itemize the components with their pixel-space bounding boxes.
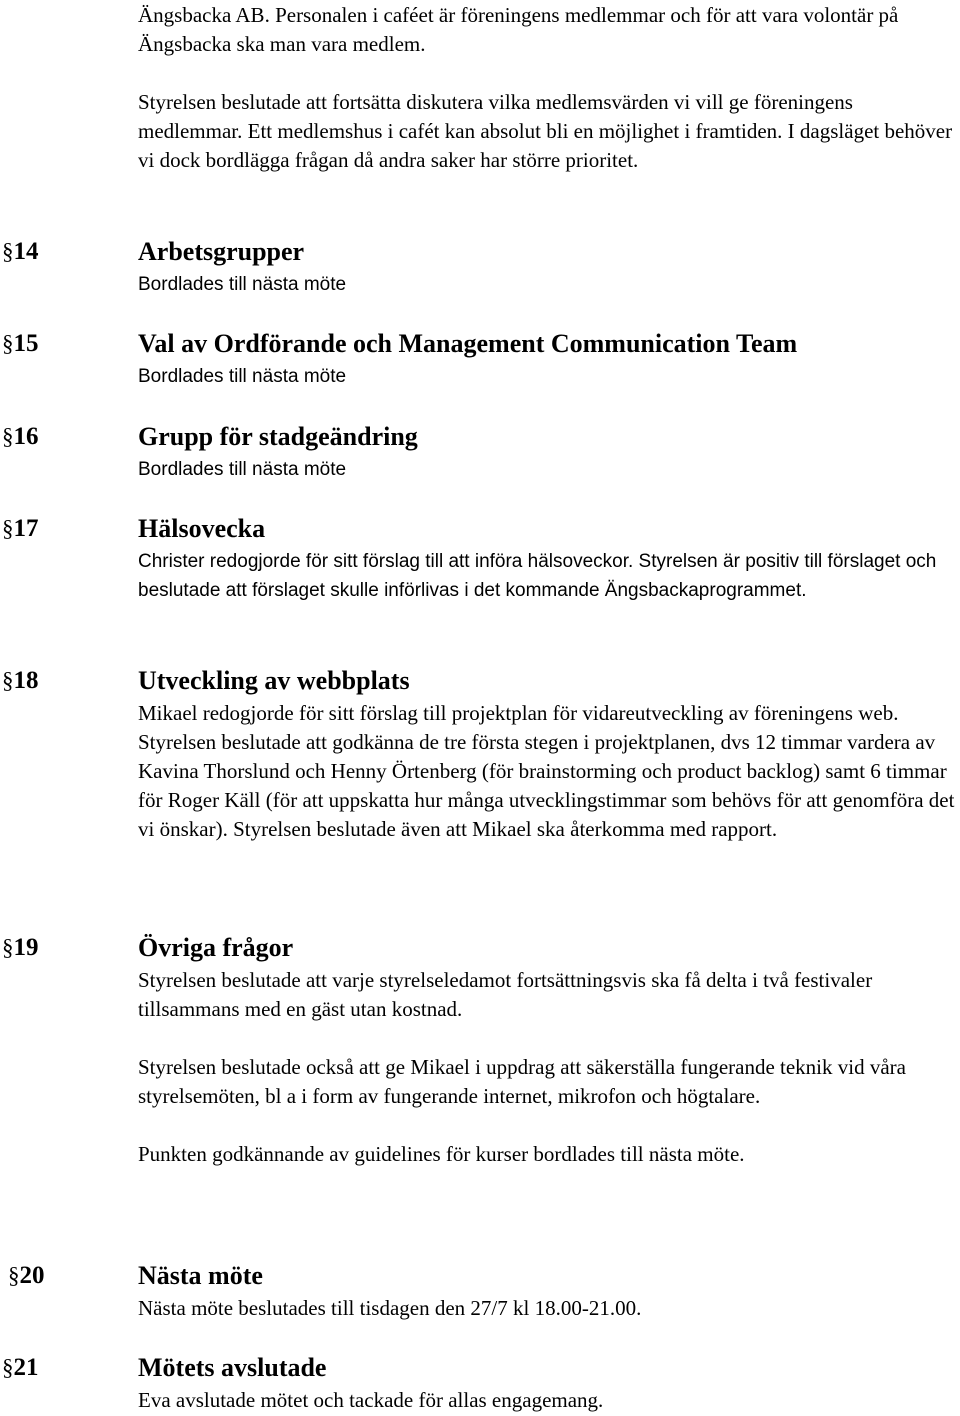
section-paragraph: Nästa möte beslutades till tisdagen den 27/7 kl 18.00-21.00.	[138, 1296, 642, 1320]
section-heading	[0, 663, 958, 699]
section-body	[138, 1386, 956, 1415]
section-paragraph: Bordlades till nästa möte	[138, 366, 347, 387]
section-16	[0, 419, 958, 484]
section-paragraph: Styrelsen beslutade att varje styrelseledamot fortsättningsvis ska få delta i två festivaler tillsammans med en gäst utan kostnad.	[138, 968, 873, 1021]
section-symbol: §	[8, 1263, 20, 1288]
section-symbol: §	[2, 331, 14, 356]
section-number: §18	[2, 667, 39, 694]
section-21	[0, 1350, 958, 1415]
section-paragraph: Mikael redogjorde för sitt förslag till projektplan för vidareutveckling av föreningens web. Styrelsen beslutade att godkänna de tre första stegen i projektplanen, dvs 12 timmar vardera av Kavina Thorslund och Henny Örtenberg (för brainstorming och product backlog) samt 6 timmar för Roger Käll (för att uppskatta hur många utvecklingstimmar som behövs för att genomföra det vi önskar). Styrelsen beslutade även att Mikael ska återkomma med rapport.	[138, 701, 955, 841]
section-body	[138, 270, 956, 299]
section-paragraph: Punkten godkännande av guidelines för kurser bordlades till nästa möte.	[138, 1142, 745, 1166]
section-14	[0, 234, 958, 299]
section-paragraph: Styrelsen beslutade också att ge Mikael i uppdrag att säkerställa fungerande teknik vid våra styrelsemöten, bl a i form av fungerande internet, mikrofon och högtalare.	[138, 1055, 906, 1108]
section-17	[0, 511, 958, 605]
section-paragraph: Bordlades till nästa möte	[138, 459, 347, 480]
section-body	[138, 362, 956, 391]
section-heading	[0, 1258, 958, 1294]
section-number: §14	[2, 238, 39, 265]
section-paragraph: Bordlades till nästa möte	[138, 274, 347, 295]
section-19	[0, 930, 958, 1169]
section-number: §15	[2, 330, 39, 357]
section-title: Mötets avslutade	[138, 1353, 327, 1382]
section-heading	[0, 1350, 958, 1386]
section-symbol: §	[2, 516, 14, 541]
section-heading	[0, 511, 958, 547]
section-number: §20	[8, 1262, 45, 1289]
section-number: §17	[2, 515, 39, 542]
section-symbol: §	[2, 239, 14, 264]
section-body	[138, 699, 956, 844]
section-number: §19	[2, 934, 39, 961]
section-symbol: §	[2, 935, 14, 960]
section-body	[138, 455, 956, 484]
section-symbol: §	[2, 424, 14, 449]
section-title: Övriga frågor	[138, 933, 294, 962]
section-paragraph: Christer redogjorde för sitt förslag till att införa hälsoveckor. Styrelsen är positiv till förslaget och beslutade att förslaget skulle införlivas i det kommande Ängsbackaprogrammet.	[138, 551, 937, 601]
section-body	[138, 547, 956, 605]
section-title: Arbetsgrupper	[138, 237, 305, 266]
section-title: Val av Ordförande och Management Communication Team	[138, 329, 798, 358]
section-body	[138, 1294, 956, 1323]
section-heading	[0, 419, 958, 455]
section-title: Nästa möte	[138, 1261, 263, 1290]
section-15	[0, 326, 958, 391]
section-heading	[0, 930, 958, 966]
section-paragraph: Eva avslutade mötet och tackade för allas engagemang.	[138, 1388, 604, 1412]
section-20	[0, 1258, 958, 1323]
section-title: Utveckling av webbplats	[138, 666, 410, 695]
section-title: Grupp för stadgeändring	[138, 422, 418, 451]
section-heading	[0, 234, 958, 270]
section-symbol: §	[2, 1355, 14, 1380]
intro-paragraph: Styrelsen beslutade att fortsätta diskutera vilka medlemsvärden vi vill ge föreningens medlemmar. Ett medlemshus i cafét kan absolut bli en möjlighet i framtiden. I dagsläget behöver vi dock bordlägga frågan då andra saker har större prioritet.	[138, 90, 953, 172]
section-heading	[0, 326, 958, 362]
section-body	[138, 966, 956, 1169]
section-number: §16	[2, 423, 39, 450]
section-title: Hälsovecka	[138, 514, 266, 543]
section-number: §21	[2, 1354, 39, 1381]
section-18	[0, 663, 958, 844]
intro-paragraph: Ängsbacka AB. Personalen i caféet är föreningens medlemmar och för att vara volontär på Ängsbacka ska man vara medlem.	[138, 3, 899, 56]
section-symbol: §	[2, 668, 14, 693]
